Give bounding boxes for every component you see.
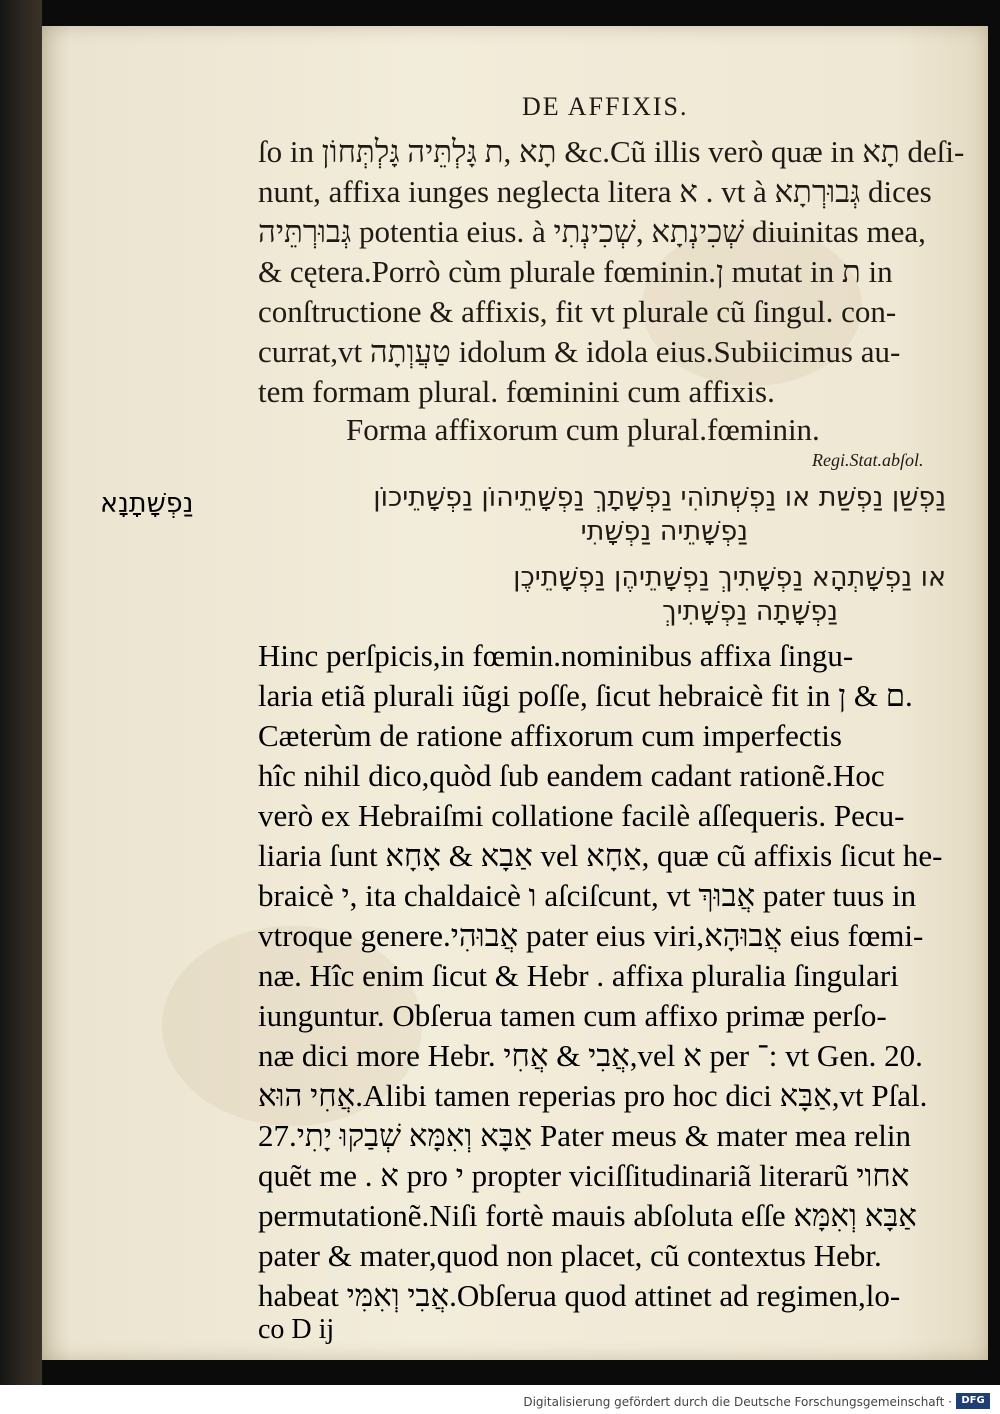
table-row: נַפְשָׁתָה נַפְשָׁתִיךְ — [662, 596, 838, 627]
signature-mark: co D ij — [258, 1314, 335, 1345]
body-line: hîc nihil dico,quòd ſub eandem cadant rationẽ.Hoc — [258, 758, 885, 793]
body-line: nunt, affixa iunges neglecta litera א . vt à גְּבוּרְתָא dices — [258, 174, 932, 209]
body-line: conſtructione & affixis, fit vt plurale cũ ſingul. con- — [258, 294, 897, 329]
book-gutter — [0, 0, 42, 1385]
table-row: נַפְשַׁן נַפְשַׁת או נַפְשְׁתוֹהִי נַפְשָׁתָךְ נַפְשָׁתֵיהוֹן נַפְשָׁתֵיכוֹן — [373, 482, 946, 513]
body-line: גְּבוּרְתֵּיה potentia eius. à שְׁכִינְתָא ,שְׁכִינְתִי diuinitas mea, — [258, 214, 926, 249]
body-line: liaria ſunt אַבָא & אָחָא vel אַחָא, quæ cũ affixis ſicut he- — [258, 838, 943, 873]
body-line: 27.אַבָּא וְאִמָּא שְׁבַקוּ יָתִי Pater meus & mater mea relin — [258, 1118, 911, 1153]
body-line: quẽt me . א pro י propter viciſſitudinariã literarũ אחוי — [258, 1158, 910, 1193]
body-line: אֲחִי הוּא.Alibi tamen reperias pro hoc dici אַבָּא,vt Pſal. — [258, 1078, 928, 1113]
body-line: ſo in תָא ,ת גָּלְתֵּיה גָּלְתְּחוֹן &c.Cũ illis verò quæ in תָא deſi- — [258, 134, 965, 169]
body-line: braicè י, ita chaldaicè ו aſciſcunt, vt אֲבוּךְ pater tuus in — [258, 878, 917, 913]
body-line: pater & mater,quod non placet, cũ contextus Hebr. — [258, 1238, 882, 1273]
body-line: permutationẽ.Niſi fortè mauis abſoluta eſſe אַבָּא וְאִמָּא — [258, 1198, 917, 1233]
footer-credit: Digitalisierung gefördert durch die Deutsche Forschungsgemeinschaft · — [523, 1395, 952, 1409]
body-line: Cæterùm de ratione affixorum cum imperfectis — [258, 718, 842, 753]
dfg-logo: DFG — [956, 1393, 990, 1409]
body-line: currat,vt טַעֲוְתָה idolum & idola eius.Subiicimus au- — [258, 334, 901, 369]
body-line: habeat אֲבִי וְאִמִּי.Obſerua quod attinet ad regimen,lo- — [258, 1278, 901, 1313]
running-head: DE AFFIXIS. — [522, 92, 689, 121]
body-line: verò ex Hebraiſmi collatione facilè aſſequeris. Pecu- — [258, 798, 905, 833]
body-line: næ dici more Hebr. אֲבִי & אֲחִי,vel א per ־: vt Gen. 20. — [258, 1038, 923, 1073]
margin-hebrew: נַפְשָׁתָנָא — [100, 488, 194, 519]
body-line: næ. Hîc enim ſicut & Hebr . affixa pluralia ſingulari — [258, 958, 899, 993]
table-row: או נַפְשָׁתְהָא נַפְשָׁתִיךְ נַפְשָׁתֵיהֶן נַפְשָׁתֵיכֶן — [513, 562, 946, 593]
table-note: Regi.Stat.abſol. — [812, 450, 924, 470]
table-title: Forma affixorum cum plural.fœminin. — [346, 412, 820, 447]
body-line: iunguntur. Obſerua tamen cum affixo primæ perſo- — [258, 998, 887, 1033]
body-line: vtroque genere.אֲבוּהִי pater eius viri,אֲבוּהָא eius fœmi- — [258, 918, 924, 953]
body-line: tem formam plural. fœminini cum affixis. — [258, 374, 775, 409]
table-row: נַפְשָׁתֵיה נַפְשָׁתִי — [580, 516, 748, 547]
body-line: laria etiã plurali iũgi poſſe, ſicut hebraicè fit in ם & ן. — [258, 678, 913, 713]
body-line: Hinc perſpicis,in fœmin.nominibus affixa ſingu- — [258, 638, 854, 673]
body-line: & cętera.Porrò cùm plurale fœminin.ן mutat in ת in — [258, 254, 893, 289]
